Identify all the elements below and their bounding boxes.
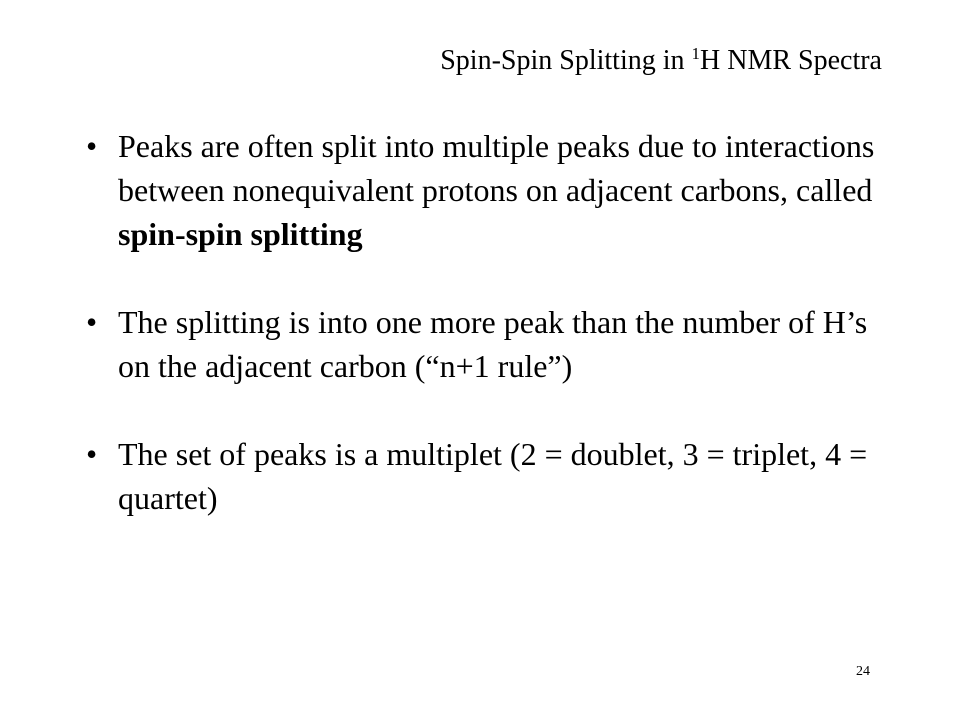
slide-title <box>440 44 882 81</box>
page-number: 24 <box>856 664 870 679</box>
bullet-marker: • <box>86 436 98 472</box>
slide-title-prefix: Spin-Spin Splitting in <box>440 45 692 76</box>
slide-title-suffix: H NMR Spectra <box>700 45 882 76</box>
bullet-list <box>84 124 884 520</box>
slide-title-superscript: 1 <box>691 44 701 63</box>
bullet-text: The splitting is into one more peak than the number of H’s on the adjacent carbon (“n+1 rule”) <box>118 304 868 384</box>
bullet-item <box>84 124 884 256</box>
bullet-item <box>84 432 884 520</box>
bullet-text: The set of peaks is a multiplet (2 = doublet, 3 = triplet, 4 = quartet) <box>118 436 868 516</box>
bullet-item <box>84 300 884 388</box>
bullet-bold-text: spin-spin splitting <box>118 216 363 252</box>
bullet-text: Peaks are often split into multiple peaks due to interactions between nonequivalent protons on adjacent carbons, called <box>118 128 875 208</box>
bullet-marker: • <box>86 128 98 164</box>
bullet-marker: • <box>86 304 98 340</box>
